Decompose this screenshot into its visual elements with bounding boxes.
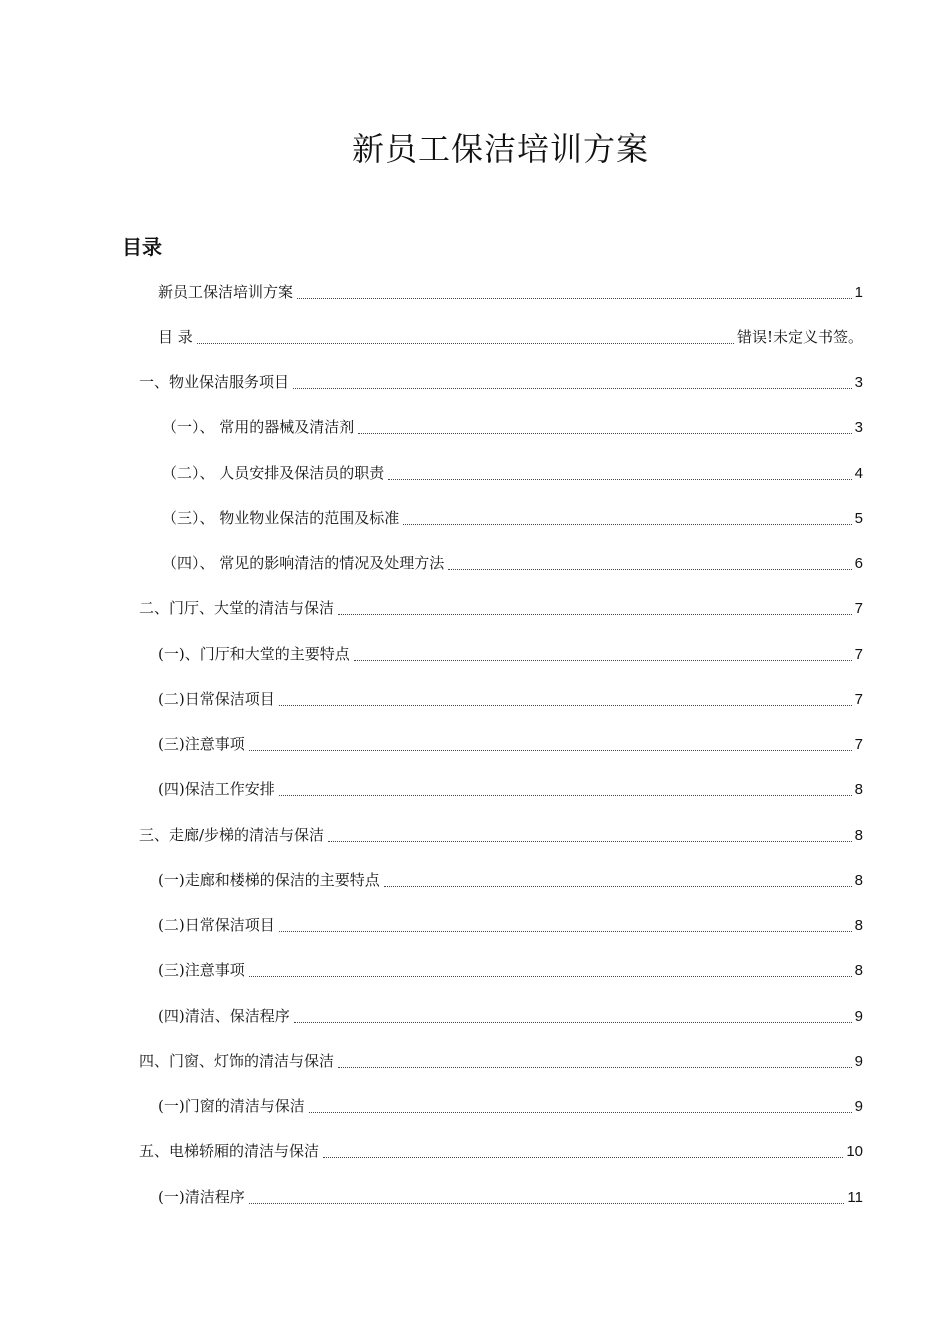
toc-entry[interactable] <box>158 868 863 892</box>
toc-entry-page: 10 <box>846 1143 863 1160</box>
toc-entry[interactable] <box>158 1185 863 1209</box>
toc-entry-label: (一)、门厅和大堂的主要特点 <box>158 645 350 663</box>
toc-entry-page: 7 <box>854 600 863 617</box>
toc-leader <box>293 388 852 389</box>
toc-entry-page: 1 <box>854 284 863 301</box>
toc-leader <box>249 976 852 977</box>
toc-entry-label: (四)清洁、保洁程序 <box>158 1007 290 1025</box>
toc-leader <box>338 1067 852 1068</box>
toc-entry-label: （一）、 常用的器械及清洁剂 <box>162 418 355 436</box>
toc-entry-label: (三)注意事项 <box>158 961 245 979</box>
toc-entry[interactable] <box>158 913 863 937</box>
toc-entry-label: 一、物业保洁服务项目 <box>139 373 290 391</box>
toc-leader <box>309 1112 852 1113</box>
toc-entry[interactable] <box>139 596 863 620</box>
toc-entry[interactable] <box>139 1049 863 1073</box>
toc-leader <box>328 841 852 842</box>
toc-leader <box>448 569 851 570</box>
toc-entry[interactable] <box>162 551 863 575</box>
toc-entry-page: 错误!未定义书签。 <box>736 328 863 346</box>
toc-entry-page: 9 <box>854 1053 863 1070</box>
toc-entry-label: (一)清洁程序 <box>158 1188 245 1206</box>
toc-leader <box>354 660 852 661</box>
toc-entry[interactable] <box>139 823 863 847</box>
toc-entry-page: 9 <box>854 1008 863 1025</box>
toc-entry[interactable] <box>158 1004 863 1028</box>
toc-leader <box>279 931 852 932</box>
toc-entry-page: 9 <box>854 1098 863 1115</box>
toc-entry-page: 8 <box>854 827 863 844</box>
toc-entry-label: 五、电梯轿厢的清洁与保洁 <box>139 1142 320 1160</box>
toc-entry-page: 7 <box>854 691 863 708</box>
toc-leader <box>403 524 851 525</box>
toc-entry[interactable] <box>139 370 863 394</box>
toc-entry[interactable] <box>158 280 863 304</box>
toc-leader <box>323 1157 843 1158</box>
toc-heading-text: 目录 <box>122 235 162 259</box>
toc-entry[interactable] <box>158 777 863 801</box>
toc-entry-label: 新员工保洁培训方案 <box>158 283 294 301</box>
toc-entry-page: 5 <box>854 510 863 527</box>
toc-entry[interactable] <box>139 1139 863 1163</box>
toc-entry-label: 三、走廊/步梯的清洁与保洁 <box>139 826 325 844</box>
toc-entry[interactable] <box>162 461 863 485</box>
toc-leader <box>297 298 852 299</box>
toc-entry-page: 4 <box>854 465 863 482</box>
toc-entry[interactable] <box>158 1094 863 1118</box>
toc-entry[interactable] <box>162 506 863 530</box>
toc-entry-page: 8 <box>854 872 863 889</box>
toc-entry[interactable] <box>158 325 863 349</box>
toc-entry-label: 四、门窗、灯饰的清洁与保洁 <box>139 1052 335 1070</box>
toc-entry-label: (一)走廊和楼梯的保洁的主要特点 <box>158 871 380 889</box>
toc-entry-label: （二）、 人员安排及保洁员的职责 <box>162 464 385 482</box>
toc-entry-page: 3 <box>854 419 863 436</box>
toc-entry-label: (二)日常保洁项目 <box>158 916 275 934</box>
toc-entry-page: 7 <box>854 646 863 663</box>
toc-entry-label: （三）、 物业物业保洁的范围及标准 <box>162 509 400 527</box>
toc-leader <box>384 886 852 887</box>
toc-leader <box>338 614 852 615</box>
toc-entry-label: (一)门窗的清洁与保洁 <box>158 1097 305 1115</box>
toc-entry-page: 8 <box>854 962 863 979</box>
toc-entry[interactable] <box>158 732 863 756</box>
toc-entry-label: (三)注意事项 <box>158 735 245 753</box>
toc-entry-label: 目 录 <box>158 328 193 346</box>
toc-entry[interactable] <box>162 415 863 439</box>
document-title-text: 新员工保洁培训方案 <box>352 130 650 168</box>
toc-leader <box>279 705 852 706</box>
toc-entry-label: （四）、 常见的影响清洁的情况及处理方法 <box>162 554 445 572</box>
toc-entry-page: 7 <box>854 736 863 753</box>
toc-entry[interactable] <box>158 687 863 711</box>
toc-leader <box>197 343 734 344</box>
toc-leader <box>358 433 851 434</box>
toc-leader <box>279 795 852 796</box>
toc-entry-page: 11 <box>847 1189 863 1206</box>
toc-leader <box>294 1022 852 1023</box>
toc-entry-page: 8 <box>854 917 863 934</box>
toc-leader <box>249 1203 845 1204</box>
toc-entry-page: 3 <box>854 374 863 391</box>
toc-entry-page: 6 <box>854 555 863 572</box>
toc-entry[interactable] <box>158 642 863 666</box>
toc-leader <box>249 750 852 751</box>
toc-entry[interactable] <box>158 958 863 982</box>
toc-entry-label: (二)日常保洁项目 <box>158 690 275 708</box>
toc-entry-label: (四)保洁工作安排 <box>158 780 275 798</box>
toc-leader <box>388 479 851 480</box>
toc-entry-page: 8 <box>854 781 863 798</box>
toc-entry-label: 二、门厅、大堂的清洁与保洁 <box>139 599 335 617</box>
